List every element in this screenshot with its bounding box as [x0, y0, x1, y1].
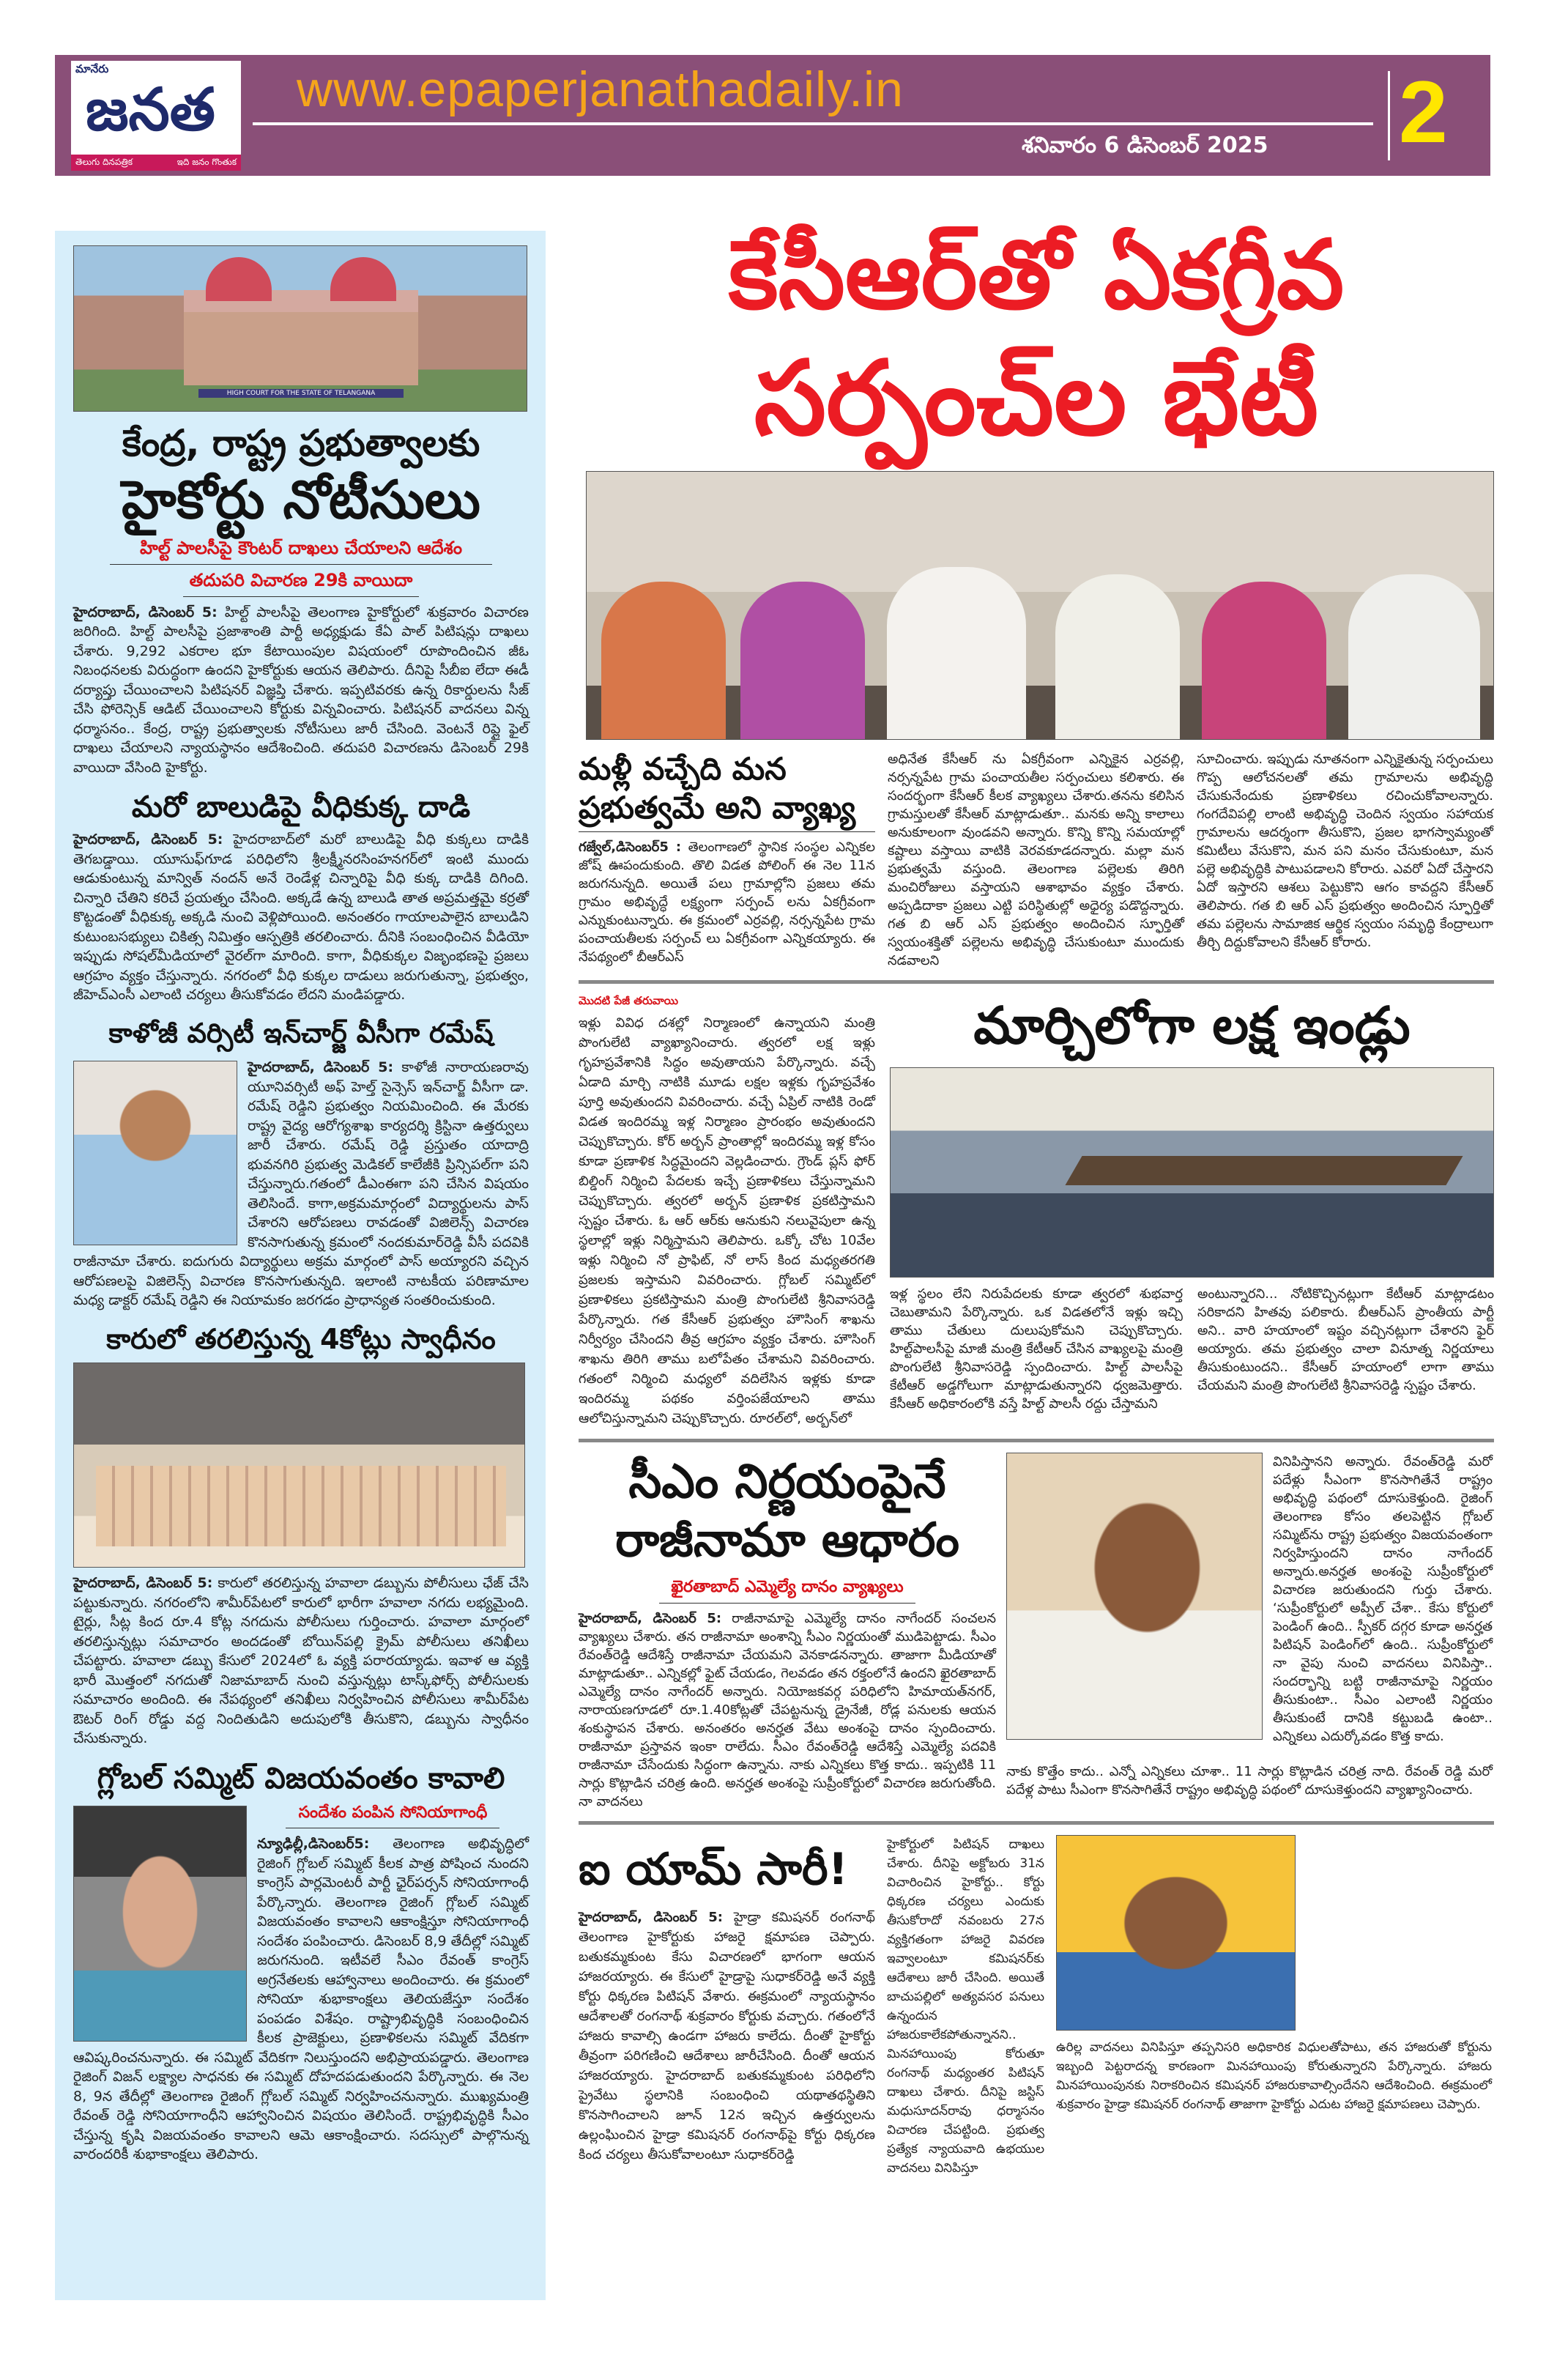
article-global-summit: [73, 1760, 529, 2165]
article-kcr-col2: అధినేత కేసీఆర్ ను ఏకగ్రీవంగా ఎన్నికైన ఎర్రవల్లి, నర్సన్నపేట గ్రామ పంచాయతీల సర్పంచులు కలిశారు. ఈ సందర్భంగా కేసీఆర్ కీలక వ్యాఖ్యలు చేశారు.తనను కలిసిన గ్రామస్తులతో కేసీఆర్ మాట్లాడుతూ.. మనకు అన్ని కాలాలు అనుకూలంగా వుండవని అన్నారు. కొన్ని కొన్ని సమయాల్లో కష్టాలు వస్తాయి వాటికి వెరవకూడదన్నారు. మల్లా మన ప్రభుత్వమే వస్తుంది. తెలంగాణ పల్లెలకు తిరిగి మంచిరోజులు వస్తాయని ఆశాభావం వ్యక్తం చేశారు. అప్పడిదాకా ప్రజలు ఎట్టి పరిస్థితుల్లో అధైర్య పడొద్దన్నారు. గత బి ఆర్ ఎస్ ప్రభుత్వం అందించిన స్ఫూర్తితో స్వయంశక్తితో పల్లెలను అభివృద్ధి చేసుకుంటూ ముందుకు నడవాలని: [888, 752, 1184, 968]
headline-stray-dog: మరో బాలుడిపై వీధికుక్క దాడి: [131, 790, 471, 825]
danam-nagender-photo: [1006, 1453, 1263, 1740]
lead-headline-line2: సర్పంచ్‌ల భేటీ: [754, 339, 1319, 459]
divider: [659, 1603, 915, 1604]
article-cm-under-photo: నాకు కొత్తేం కాదు.. ఎన్నో ఎన్నికలు చూశా.. 11 సార్లు కొట్లాడిన చరిత్ర నాది. రేవంత్ రెడ్డి మరో పదేళ్ల పాటు సీఎంగా కొనసాగితేనే రాష్ట్రం అభివృద్ధి పథంలో దూసుకెళ్తుందని వ్యాఖ్యానించారు.: [1006, 1764, 1493, 1798]
headline-cm-line2: రాజీనామా ఆధారం: [615, 1513, 959, 1568]
article-text: తెలంగాణ అభివృద్ధిలో రైజింగ్ గ్లోబల్ సమ్మిట్ కీలక పాత్ర పోషించ నుందని కాంగ్రెస్ పార్లమెంటరీ పార్టీ ఛైర్‌పర్సన్ సోనియాగాంధీ పేర్కొన్నారు. తెలంగాణ రైజింగ్ గ్లోబల్ సమ్మిట్ విజయవంతం కావాలని ఆకాంక్షిస్తూ సోనియాగాంధీ సందేశం పంపించారు. డిసెంబర్ 8,9 తేదీల్లో సమ్మిట్ జరుగనుంది. ఇటీవలే సీఎం రేవంత్ కాంగ్రెస్ అగ్రనేతలకు ఆహ్వానాలు అందించారు. ఈ క్రమంలో సోనియా శుభాకాంక్షలు తెలియజేస్తూ సందేశం పంపడం విశేషం. రాష్ట్రాభివృద్ధికి సంబంధించిన కీలక ప్రాజెక్టులు, ప్రణాళికలను సమ్మిట్ వేదికగా ఆవిష్కరించనున్నారు. ఈ సమ్మిట్ వేదికగా: [73, 1836, 529, 2066]
article-housing-col1: ఇళ్లు వివిధ దశల్లో నిర్మాణంలో ఉన్నాయని మంత్రి పొంగులేటి వ్యాఖ్యానించారు. త్వరలో లక్ష ఇళ్లు గృహప్రవేశానికి సిద్ధం అవుతాయని పేర్కొన్నారు. వచ్చే ఏడాది మార్చి నాటికి మూడు లక్షల ఇళ్లకు గృహప్రవేశం పూర్తి అవుతుందని వివరించారు. వచ్చే ఏప్రిల్ నాటికి రెండో విడత ఇందిరమ్మ ఇళ్ల నిర్మాణం ప్రారంభం అవుతుందని చెప్పుకొచ్చారు. కోర్ అర్బన్ ప్రాంతాల్లో ఇందిరమ్మ ఇళ్ల కోసం కూడా ప్రణాళిక సిద్ధమైందని వెల్లడించారు. గ్రౌండ్ ప్లస్ ఫోర్ బిల్డింగ్ నిర్మించి పేదలకు ఇచ్చే ప్రణాళికలు చేస్తున్నామని చెప్పుకొచ్చారు. త్వరలో అర్బన్ ప్రణాళిక ప్రకటిస్తామని స్పష్టం చేశారు. ఓ ఆర్ ఆర్‌కు ఆనుకుని నలువైపులా ఉన్న స్థలాల్లో ఇళ్లు నిర్మిస్తామని తెలిపారు. ఒక్కో చోట 10వేల ఇళ్లు నిర్మించి నో ప్రాఫిట్, నో లాస్ కింద మధ్యతరగతి ప్రజలకు ఇస్తామని వివరించారు. గ్లోబల్ సమ్మిట్‌లో ప్రణాళికలు ప్రకటిస్తామని మంత్రి పొంగులేటి శ్రీనివాసరెడ్డి పేర్కొన్నారు. గత కేసీఆర్ ప్రభుత్వం హౌసింగ్ శాఖను నిర్వీర్యం చేసిందని తీవ్ర ఆగ్రహం వ్యక్తం చేశారు. హౌసింగ్ శాఖను తిరిగి తాము బలోపేతం చేశామని వివరించారు. గతంలో నిర్మించి మధ్యలో వదిలేసిన ఇళ్లకు కూడా ఇందిరమ్మ పథకం వర్తింపజేయాలని తాము ఆలోచిస్తున్నామని చెప్పుకొచ్చారు. రూరల్‌లో, అర్బన్‌లో: [579, 1015, 875, 1426]
sonia-gandhi-photo: [73, 1806, 247, 2042]
logo-band: [71, 155, 241, 171]
article-sorry-col1-wrap: [579, 1835, 875, 2178]
high-court-photo: [73, 245, 527, 412]
section-divider: [579, 980, 1494, 984]
headline-kcr-line2: ప్రభుత్వమే అని వ్యాఖ్య: [579, 789, 856, 826]
article-housing-col3: అంటున్నారని... నోటికొచ్చినట్లుగా కేటీఆర్ మాట్లాడటం సరికాదని హితవు పలికారు. బీఆర్‌ఎస్ ప్రాంతీయ పార్టీ అని.. వారి హయాంలో ఇష్టం వచ్చినట్లుగా చేశారని ఫైర్ అయ్యారు. తమ ప్రభుత్వం చాలా వినూత్న నిర్ణయాలు తీసుకుంటుందని.. కేసీఆర్ హయాంలో లాగా తాము చేయమని మంత్రి పొంగులేటి శ్రీనివాసరెడ్డి స్పష్టం చేశారు.: [1197, 1286, 1494, 1393]
logo-name: జనత: [86, 75, 215, 144]
page-number: 2: [1399, 63, 1448, 161]
article-kcr-col3: సూచించారు. ఇప్పుడు నూతనంగా ఎన్నికైతున్న సర్పంచులు గొప్ప ఆలోచనలతో తమ గ్రామాలను అభివృద్ధి చేసుకునేందుకు ప్రణాళికలు రచించుకోవాలన్నారు. గంగదేవిపల్లి లాంటి అభివృద్ధి చెందిన స్వయం సహాయక గ్రామాలను ఆదర్శంగా తీసుకొని, ప్రజల భాగస్వామ్యంతో కమిటీలు వేసుకొని, మన పని మనం చేసుకుంటూ, మన పల్లె అభివృద్ధికి పాటుపడాలని కోరారు. ఎవరో ఏదో చేస్తారని ఏదో ఇస్తారని ఆశలు పెట్టుకొని ఆగం కావద్దని కేసీఆర్ తెలిపారు. గత బి ఆర్ ఎస్ ప్రభుత్వం అందించిన స్ఫూర్తితో తమ పల్లెలను సామాజిక ఆర్థిక స్వయం సమృద్ధి కేంద్రాలుగా తీర్చి దిద్దుకోవాలని కేసీఆర్ కోరారు.: [1197, 752, 1493, 950]
edition-date: శనివారం 6 డిసెంబర్ 2025: [1022, 133, 1268, 158]
continued-label: మొదటి పేజీ తరువాయి: [579, 994, 679, 1007]
housing-review-meeting-photo: [890, 1067, 1494, 1278]
article-text: కాళోజీ నారాయణరావు యూనివర్సిటీ అఫ్ హెల్త్ సైన్సెస్ ఇన్‌చార్జ్ వీసీగా డా. రమేష్ రెడ్డిని ప్రభుత్వం నియమించింది. ఈ మేరకు రాష్ట్ర వైద్య ఆరోగ్యశాఖ కార్యదర్శి క్రిస్టినా ఉత్తర్వులు జారీ చేశారు. రమేష్ రెడ్డి ప్రస్తుతం యాదాద్రి భువనగిరి ప్రభుత్వ మెడికల్ కాలేజీకి ప్రిన్సిపల్‌గా పని చేస్తున్నారు.గతంలో డీఎంఈగా పని చేసిన విషయం తెలిసిందే. కాగా,అక్రమమార్గంలో విద్యార్థులను పాస్ చేశారని ఆరోపణలు రావడంతో విజిలెన్స్ విచారణ కొనసాగుతున్న క్రమంలో నందకుమార్‌రెడ్డి వీసీ పదవికి: [248, 1059, 529, 1250]
website-url[interactable]: www.epaperjanathadaily.in: [297, 62, 904, 117]
masthead: [55, 55, 1490, 176]
article-housing-col1-wrap: [579, 994, 875, 1428]
headline-kaloji: కాళోజీ వర్సిటీ ఇన్‌చార్జ్ వీసీగా రమేష్: [108, 1017, 494, 1049]
article-summit-body-cont: నిలుస్తుందని అభిప్రాయపడ్డారు. తెలంగాణ రైజింగ్ విజన్ లక్ష్యాల సాధనకు ఈ సమ్మిట్ దోహదపడుతుందని పేర్కొన్నారు. ఈ నెల 8, 9న తేదీల్లో తెలంగాణ రైజింగ్ గ్లోబల్ సమ్మిట్ నిర్వహించనున్నారు. ముఖ్యమంత్రి రేవంత్ రెడ్డి సోనియాగాంధీని ఆహ్వానించిన విషయం తెలిసిందే. రాష్ట్రభివృద్ధికి సీఎం చేస్తున్న కృషి విజయవంతం కావాలని ఆమె ఆకాంక్షించారు. సదస్సులో పాల్గొనున్న వారందరికీ శుభాకాంక్షలు తెలిపారు.: [73, 2049, 529, 2163]
headline-global-summit: గ్లోబల్ సమ్మిట్ విజయవంతం కావాలి: [97, 1761, 505, 1795]
headline-housing: మార్చిలోగా లక్ష ఇండ్లు: [973, 996, 1411, 1056]
headline-sorry: ఐ యామ్ సారీ!: [579, 1843, 848, 1895]
article-text: హైడ్రా కమిషనర్ రంగనాథ్ తెలంగాణ హైకోర్టుకు హాజరై క్షమాపణ చెప్పారు. బతుకమ్మకుంట కేసు విచారణలో భాగంగా ఆయన హాజరయ్యారు. ఈ కేసులో హైడ్రాపై సుధాకర్‌రెడ్డి అనే వ్యక్తి కోర్టు ధిక్కరణ పిటిషన్ వేశారు. ఈక్రమంలో న్యాయస్థానం ఆదేశాలతో రంగనాథ్ శుక్రవారం కోర్టుకు వచ్చారు. గతంలోనే హాజరు కావాల్సి ఉండగా హాజరు కాలేదు. దీంతో హైకోర్టు తీవ్రంగా పరిగణించి ఆదేశాలు జారీచేసింది. దీంతో ఆయన హాజరయ్యారు. హైదరాబాద్ బతుకమ్మకుంట పరిధిలోని ప్రైవేటు స్థలానికి సంబంధించి యథాతథస్థితిని కొనసాగించాలని జూన్ 12న ఇచ్చిన ఉత్తర్వులను ఉల్లంఘించిన హైడ్రా కమిషనర్ రంగనాథ్‌పై కోర్టు ధిక్కరణ కింద చర్యలు తీసుకోవాలంటూ సుధాకర్‌రెడ్డి: [579, 1909, 875, 2162]
logo-top-text: మానేరు: [75, 62, 109, 75]
dateline: హైదరాబాద్, డిసెంబర్ 5:: [73, 831, 223, 848]
dateline: న్యూఢిల్లీ,డిసెంబర్5:: [257, 1836, 370, 1853]
article-kcr-col1: [579, 838, 875, 966]
seized-cash-photo: [73, 1363, 525, 1568]
headline-hawala-cash: కారులో తరలిస్తున్న 4కోట్లు స్వాధీనం: [106, 1322, 496, 1355]
article-sorry-under-photo: ఉరిల్ల వాదనలు వినిపిస్తూ తప్పనిసరి అధికారిక విధులతోపాటు, తన హాజరుతో కోర్టును ఇబ్బంది పెట్టరాదన్న కారణంగా మినహాయింపు కోరుతున్నారని పేర్కొన్నారు. హాజరు మినహాయింపునకు నిరాకరించిన కమిషనర్ హాజరుకావాల్సిందేనని ఆదేశించింది. ఈక్రమంలో శుక్రవారం హైడ్రా కమిషనర్ రంగనాథ్ తాజాగా హైకోర్టు ఎదుట హాజరై క్షమాపణలు చెప్పారు.: [1056, 2039, 1492, 2112]
subheadline-danam: ఖైరతాబాద్ ఎమ్మెల్యే దానం వ్యాఖ్యలు: [671, 1578, 904, 1596]
divider: [183, 596, 419, 597]
headline-kcr-line1: మళ్లీ వచ్చేది మన: [579, 751, 787, 787]
article-text: కారులో తరలిస్తున్న హవాలా డబ్బును పోలీసులు ఛేజ్ చేసి పట్టుకున్నారు. నగరంలోని శామీర్‌పేటలో కారులో భారీగా హవాలా నగదు లభ్యమైంది. టైర్లు, సీట్ల కింద రూ.4 కోట్ల నగదును పోలీసులు గుర్తించారు. హవాలా మార్గంలో తరలిస్తున్నట్లు సమాచారం అందడంతో బోయిన్‌పల్లి క్రైమ్ పోలీసులు తనిఖీలు చేపట్టారు. హవాలా డబ్బు కేసులో 2024లో ఓ వ్యక్తి పరారయ్యాడు. ఇవాళ ఆ వ్యక్తి భారీ మొత్తంలో నగదుతో నిజామాబాద్ నుంచి వస్తున్నట్లు టాస్క్‌ఫోర్స్ పోలీసులకు సమాచారం అందింది. ఈ నేపథ్యంలో తనిఖీలు నిర్వహించిన పోలీసులు శామీర్‌పేట ఔటర్ రింగ్ రోడ్డు వద్ద నిందితుడిని అదుపులోకి తీసుకొని, డబ్బును స్వాధీనం చేసుకున్నారు.: [73, 1575, 529, 1747]
headline-highcourt-line1: కేంద్ర, రాష్ట్ర ప్రభుత్వాలకు: [122, 422, 480, 464]
masthead-separator: [1388, 71, 1390, 160]
article-text: రాజీనామాపై ఎమ్మెల్యే దానం నాగేందర్ సంచలన వ్యాఖ్యలు చేశారు. తన రాజీనామా అంశాన్ని సీఎం నిర్ణయంతో ముడిపెట్టాడు. సీఎం రేవంత్‌రెడ్డి ఆదేశిస్తే రాజీనామా చేయమని వెనకాడనన్నారు. తాజాగా మీడియాతో మాట్లాడుతూ.. ఎన్నికల్లో ఫైట్ చేయడం, గెలవడం తన రక్తంలోనే ఉందని ఖైరతాబాద్ ఎమ్మెల్యే దానం నాగేందర్ అన్నారు. నియోజకవర్గ పరిధిలోని హిమాయత్‌నగర్, నారాయణగూడలో రూ.1.40కోట్లతో చేపట్టనున్న డ్రైనేజీ, రోడ్ల పనులకు ఆయన శంకుస్థాపన చేశారు. అనంతరం అనర్హత వేటు అంశంపై దానం స్పందించారు. రాజీనామా ప్రస్తావన ఇంకా రాలేదు. సీఎం రేవంత్‌రెడ్డి ఆదేశిస్తే ఎమ్మెల్యే పదవికి రాజీనామా చేసేందుకు సిద్ధంగా ఉన్నాను. నాకు ఎన్నికలు కొత్త కాదు.. ఇప్పటికి 11 సార్లు కొట్లాడిన చరిత్ర ఉంది. అనర్హత అంశంపై సుప్రీంకోర్టులో విచారణ జరుగుతోంది. నా వాదనలు: [579, 1610, 996, 1809]
article-housing-right: [890, 994, 1494, 1428]
main-area: [579, 216, 1494, 2178]
left-column: [55, 231, 546, 2300]
subheadline-next-hearing: తదుపరి విచారణ 29కి వాయిదా: [189, 569, 413, 590]
court-sign: HIGH COURT FOR THE STATE OF TELANGANA: [198, 389, 404, 398]
ranganath-photo: [1056, 1835, 1296, 2031]
article-text: హిల్ట్ పాలసీపై తెలంగాణ హైకోర్టులో శుక్రవారం విచారణ జరిగింది. హిల్ట్ పాలసీపై ప్రజాశాంతి పార్టీ అధ్యక్షుడు కేఏ పాల్ పిటిషన్లు దాఖలు చేశారు. 9,292 ఎకరాల భూ కేటాయింపుల విషయంలో రూపొందించిన జీఓ నిబంధనలకు విరుద్ధంగా ఉందని హైకోర్టుకు ఆయన తెలిపారు. దీనిపై సీబీఐ లేదా ఈడీ దర్యాప్తు చేయించాలని పిటిషనర్ విజ్ఞప్తి చేశారు. ఇప్పటివరకు ఉన్న రికార్డులను సీజ్ చేసి ఫోరెన్సిక్ ఆడిట్ చేయించాలని కోర్టుకు విన్నవించారు. పిటిషనర్ వాదనలు విన్న ధర్మాసనం.. కేంద్ర, రాష్ట్ర ప్రభుత్వాలకు నోటీసులు జారీ చేసింది. వెంటనే రిప్లై ఫైల్ దాఖలు చేయాలని న్యాయస్థానం ఆదేశించింది. తదుపరి విచారణను డిసెంబర్ 29కి వాయిదా వేసింది హైకోర్టు.: [73, 604, 529, 776]
janatha-logo: [71, 61, 241, 171]
article-sorry-col2: హైకోర్టులో పిటిషన్ దాఖలు చేశారు. దీనిపై అక్టోబరు 31న విచారించిన హైకోర్టు.. కోర్టు ధిక్కరణ చర్యలు ఎందుకు తీసుకోరాదో నవంబరు 27న వ్యక్తిగతంగా హాజరై వివరణ ఇవ్వాలంటూ కమిషనర్‌కు ఆదేశాలు జారీ చేసింది. అయితే బాచుపల్లిలో అత్యవసర పనులు ఉన్నందున హాజరుకాలేకపోతున్నానని.. మినహాయింపు కోరుతూ రంగనాథ్ మధ్యంతర పిటిషన్ దాఖలు చేశారు. దీనిపై జస్టిస్ మధుసూదన్‌రావు ధర్మాసనం విచారణ చేపట్టింది. ప్రభుత్వ ప్రత్యేక న్యాయవాది ఉభయుల వాదనలు వినిపిస్తూ: [887, 1836, 1044, 2176]
article-stray-dog: [73, 789, 529, 1005]
article-cm-col1: [579, 1609, 996, 1811]
article-sorry-col1: [579, 1908, 875, 2165]
dateline: హైదరాబాద్, డిసెంబర్ 5:: [248, 1059, 394, 1076]
article-housing-col2: ఇళ్ల స్థలం లేని నిరుపేదలకు కూడా త్వరలో శుభవార్త చెబుతామని పేర్కొన్నారు. ఒక విడతలోనే ఇళ్లు ఇచ్చి తాము చేతులు దులుపుకోమని చెప్పుకొచ్చారు. హిల్ట్‌పాలసీపై మాజీ మంత్రి కేటీఆర్ చేసిన వాఖ్యలపై మంత్రి పొంగులేటి శ్రీనివాసరెడ్డి స్పందించారు. హిల్ట్ పాలసీపై కేటీఆర్ అడ్డగోలుగా మాట్లాడుతున్నారని ధ్వజమెత్తారు. కేసీఆర్ అధికారంలోకి వస్తే హిల్ట్ పాలసీ రద్దు చేస్తామని: [890, 1286, 1183, 1412]
article-cm: [579, 1453, 1494, 1811]
article-kaloji-body-cont: రాజీనామా చేశారు. ఐదుగురు విద్యార్థులు అక్రమ మార్గంలో పాస్ అయ్యారని వచ్చిన ఆరోపణలపై విజిలెన్స్ విచారణ కొనసాగుతున్నది. ఇలాంటి నాటకీయ పరిణామాల మధ్య డాక్టర్ రమేష్ రెడ్డిని ఈ నియామకం జరగడం ప్రాధాన్యత సంతరించుకుంది.: [73, 1253, 529, 1309]
article-cm-col1-wrap: [579, 1453, 996, 1811]
ramesh-reddy-photo: [73, 1061, 237, 1245]
article-cm-col3: వినిపిస్తానని అన్నారు. రేవంత్‌రెడ్డి మరో పదేళ్లు సీఎంగా కొనసాగితేనే రాష్ట్రం అభివృద్ధి పథంలో దూసుకెళ్తుంది. రైజింగ్ తెలంగాణ కోసం తలపెట్టిన గ్లోబల్ సమ్మిట్‌ను రాష్ట్ర ప్రభుత్వం విజయవంతంగా నిర్వహిస్తుందని దానం నాగేందర్ అన్నారు.అనర్హత అంశంపై సుప్రీంకోర్టులో విచారణ జరుతుందని గుర్తు చేశారు. ‘సుప్రీంకోర్టులో అప్పీల్ చేశా.. కేసు కోర్టులో పెండింగ్ ఉంది.. స్పీకర్ దగ్గర కూడా అనర్హత పిటిషన్ పెండింగ్‌లో ఉంది.. సుప్రీంకోర్టులో నా వైపు నుంచి వాదనలు వినిపిస్తా.. సందర్భాన్ని బట్టి రాజీనామాపై నిర్ణయం తీసుకుంటా.. సీఎం ఎలాంటి నిర్ణయం తీసుకుంటే దానికి కట్టుబడి ఉంటా.. ఎన్నికలు ఎదుర్కోవడం కొత్త కాదు.: [1273, 1454, 1493, 1744]
lead-headline-line1: కేసీఆర్‌తో ఏకగ్రీవ: [728, 219, 1345, 330]
article-dog-body: [73, 830, 529, 1005]
dateline: హైదరాబాద్, డిసెంబర్ 5:: [73, 1575, 213, 1592]
dateline: హైదరాబాద్, డిసెంబర్ 5:: [579, 1610, 722, 1626]
divider: [110, 564, 492, 565]
logo-tagline-right: ఇది జనం గొంతుక: [176, 156, 237, 167]
headline-cm-line1: సీఎం నిర్ణయంపైనే: [628, 1455, 946, 1509]
subheadline-hilt-policy: హిల్ట్ పాలసీపై కౌంటర్ దాఖలు చేయాలని ఆదేశం: [139, 537, 463, 558]
article-sorry-right: [1056, 1835, 1492, 2178]
article-kaloji: [73, 1017, 529, 1311]
dateline: గజ్వేల్,డిసెంబర్5 :: [579, 839, 682, 855]
section-divider: [579, 1439, 1494, 1442]
article-highcourt-body: [73, 603, 529, 778]
dateline: హైదరాబాద్, డిసెంబర్ 5:: [73, 604, 218, 620]
subheadline-sonia: సందేశం పంపిన సోనియాగాంధీ: [298, 1803, 488, 1822]
article-kcr: [579, 750, 1494, 970]
divider: [579, 831, 875, 832]
article-text: తెలంగాణలో స్థానిక సంస్థల ఎన్నికల జోష్ ఊపందుకుంది. తొలి విడత పోలింగ్ ఈ నెల 11న జరుగనున్నది. అయితే పలు గ్రామాల్లోని ప్రజలు తమ గ్రామం అభివృద్ధే లక్ష్యంగా సర్పంచ్ లను ఏకగ్రీవంగా ఎన్నుకుంటున్నారు. ఈ క్రమంలో ఎర్రవల్లి, నర్సన్నపేట గ్రామ పంచాయతీలకు సర్పంచ్ లు ఏకగ్రీవంగా ఎన్నికయ్యారు. ఈ నేపథ్యంలో బీఆర్‌ఎస్: [579, 839, 876, 965]
article-hawala-cash: [73, 1322, 529, 1749]
logo-tagline-left: తెలుగు దినపత్రిక: [75, 156, 133, 167]
masthead-rule: [253, 122, 1373, 125]
article-hawala-body: [73, 1573, 529, 1749]
headline-highcourt-line2: హైకోర్టు నోటీసులు: [122, 468, 480, 530]
kcr-sarpanch-meeting-photo: [586, 471, 1494, 740]
article-highcourt: [73, 245, 529, 777]
section-divider: [579, 1821, 1494, 1825]
article-text: హైదరాబాద్‌లో మరో బాలుడిపై వీధి కుక్కలు దాడికి తెగబడ్డాయి. యూసుఫ్‌గూడ పరిధిలోని శ్రీలక్ష్మీనరసింహనగర్‌లో ఇంటి ముందు ఆడుకుంటున్న మాన్విత్ నందన్ అనే రెండేళ్ల చిన్నారిపై వీధి కుక్క దాడికి దిగింది. చిన్నారి చేతిని కరిచే ప్రయత్నం చేసింది. అక్కడే ఉన్న బాలుడి తాత అప్రమత్తమై కర్రతో కొట్టడంతో వీధికుక్క అక్కడి నుంచి వెళ్లిపోయింది. అనంతరం గాయాలపాలైన బాలుడిని కుటుంబసభ్యులు చికిత్స నిమిత్తం ఆస్పత్రికి తరలించారు. దీనికి సంబంధించిన వీడియో ఇప్పుడు సోషల్‌మీడియాలో వైరల్‌గా మారింది. కాగా, వీధికుక్కల విజృంభణపై ప్రజలు ఆగ్రహం వ్యక్తం చేస్తున్నారు. నగరంలో వీధి కుక్కల దాడులు జరుగుతున్నా, ప్రభుత్వం, జీహెచ్‌ఎంసీ ఎలాంటి చర్యలు తీసుకోవడం లేదని మండిపడ్డారు.: [73, 831, 529, 1004]
article-sorry: [579, 1835, 1494, 2178]
dateline: హైదరాబాద్, డిసెంబర్ 5:: [579, 1909, 723, 1925]
article-housing: [579, 994, 1494, 1428]
article-kcr-col1-wrap: [579, 750, 875, 970]
